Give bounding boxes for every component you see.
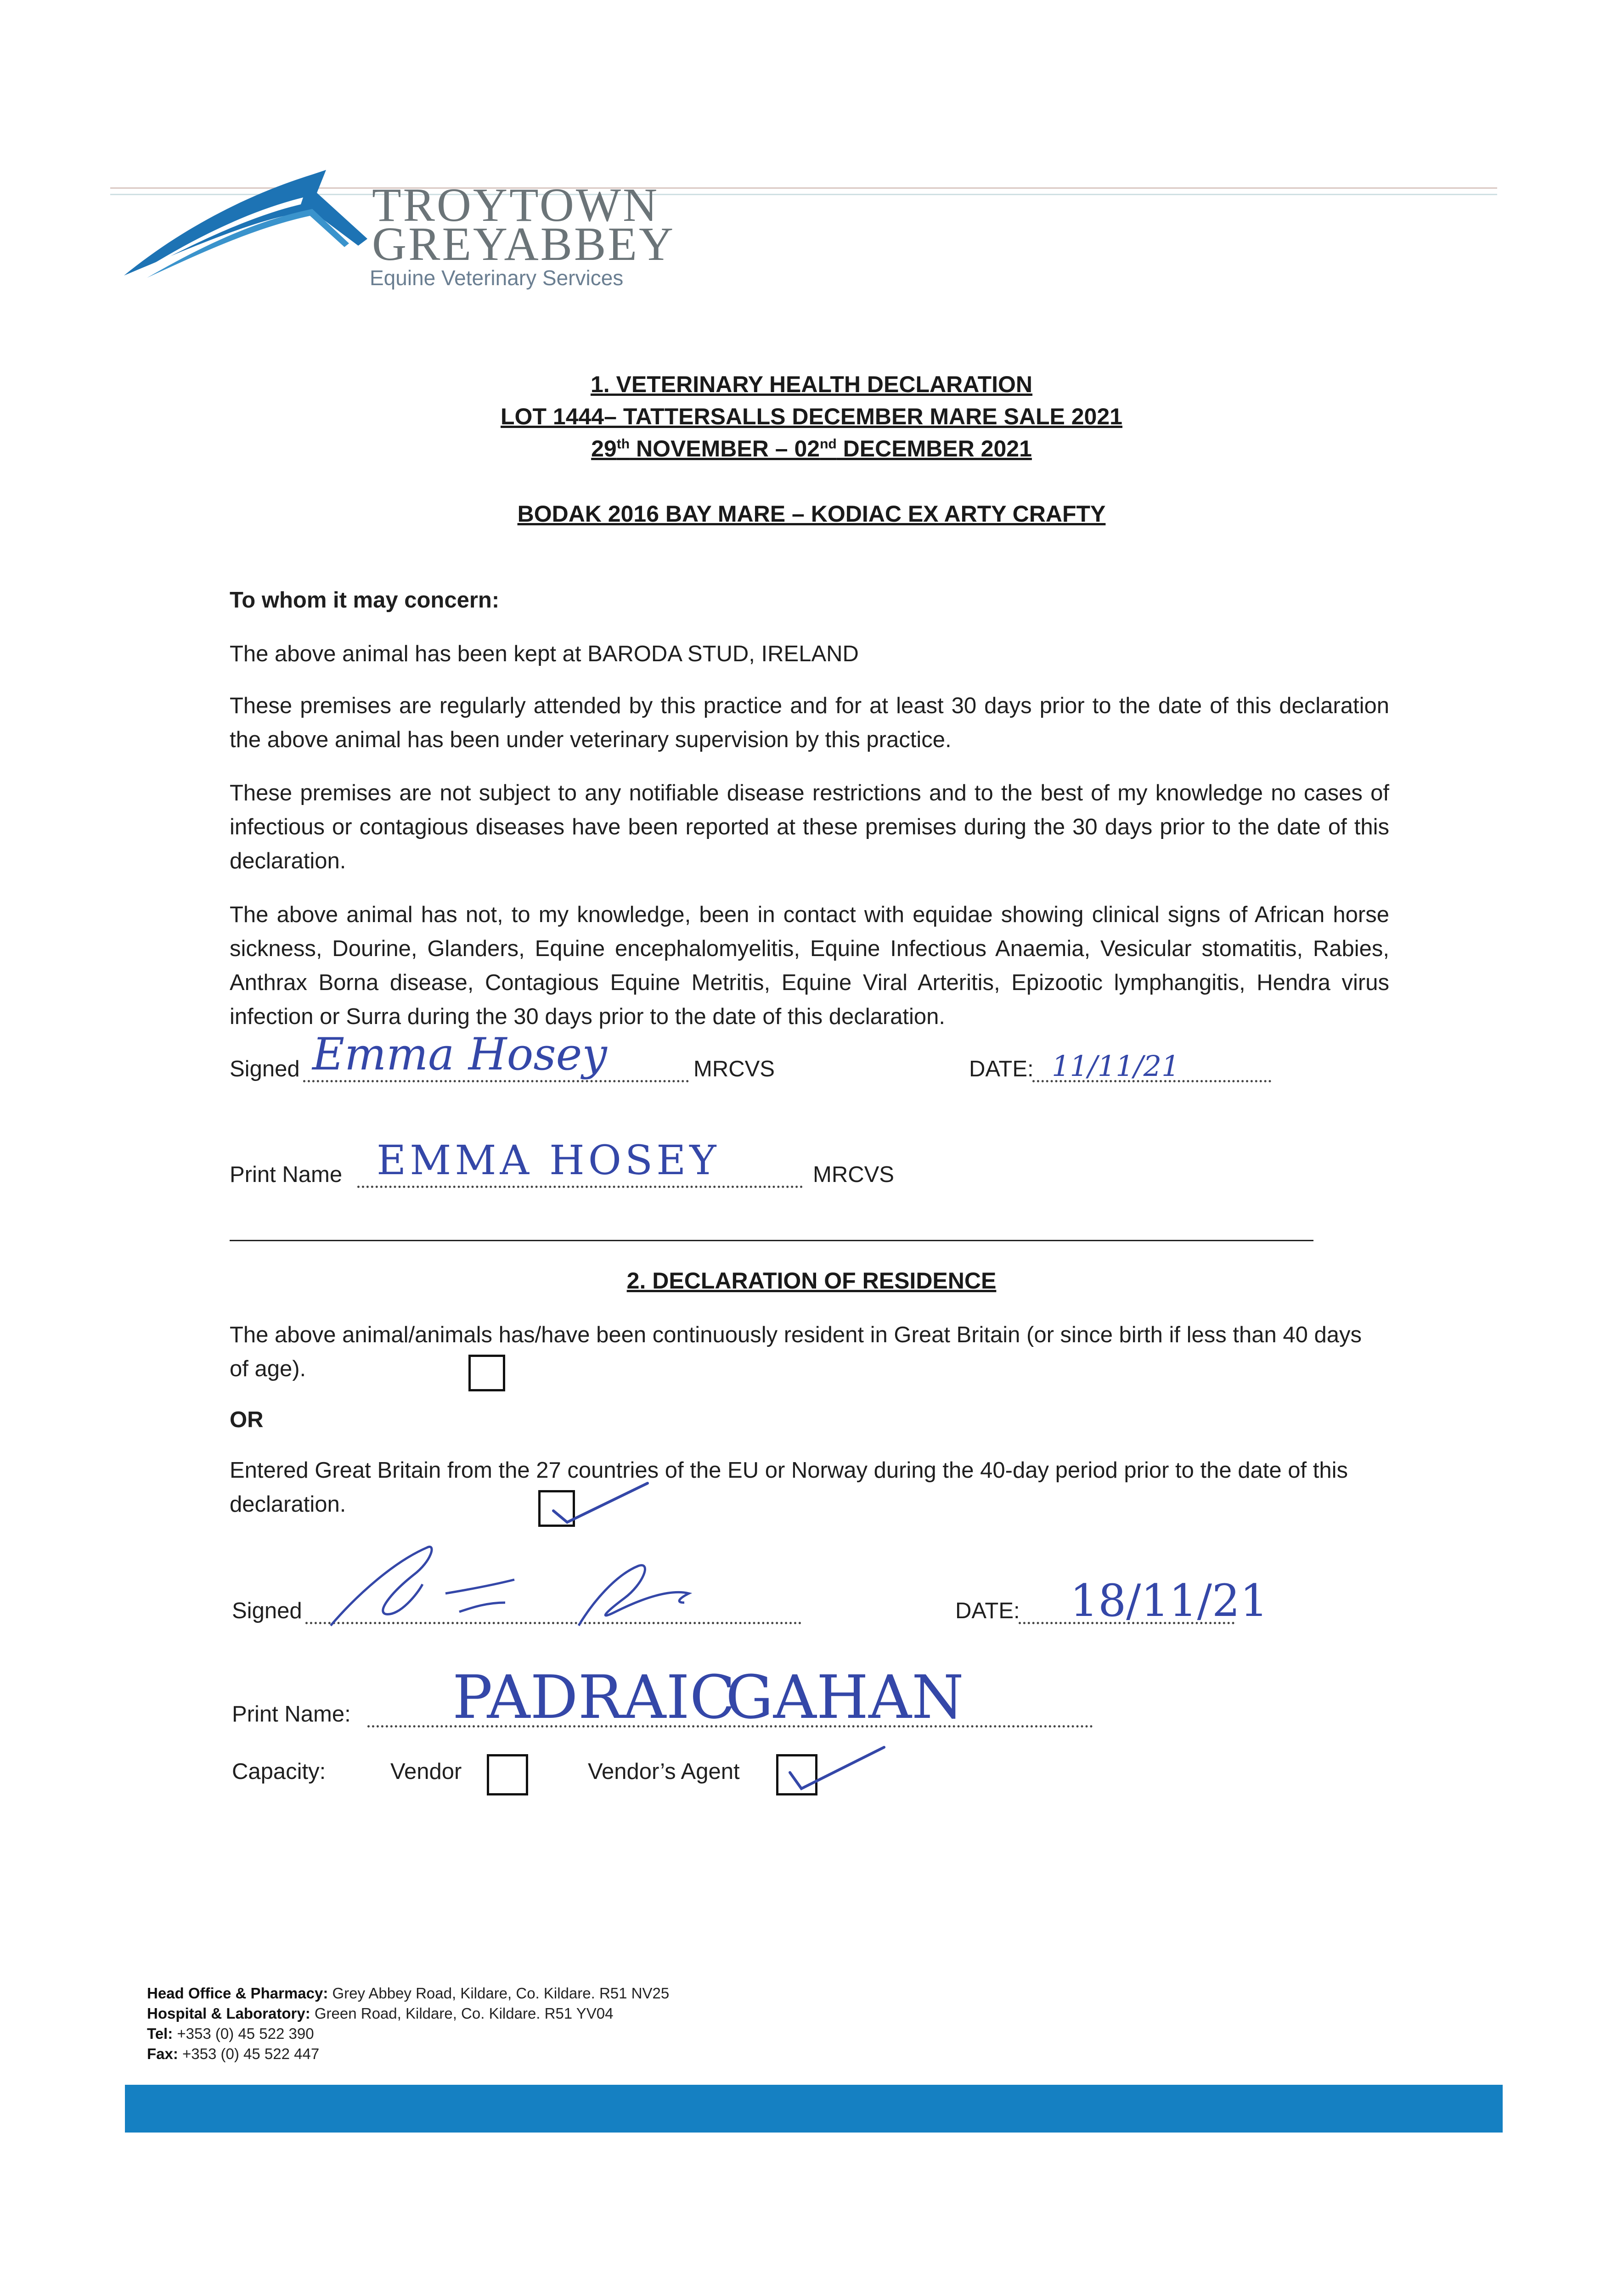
- horse-head-logo-icon: [119, 165, 377, 285]
- footer-fax: Fax: +353 (0) 45 522 447: [147, 2045, 320, 2062]
- date-value: 11/11/21: [1052, 1049, 1180, 1083]
- vendor-agent-label: Vendor’s Agent: [588, 1759, 740, 1784]
- option1-checkbox[interactable]: [468, 1355, 505, 1391]
- vendor-label: Vendor: [390, 1759, 462, 1784]
- residence-option1: The above animal/animals has/have been continuously resident in Great Britain (or since birth if less than 40 days of age).: [230, 1322, 1362, 1381]
- salutation: To whom it may concern:: [230, 588, 500, 613]
- print-name-label: Print Name:: [232, 1702, 351, 1727]
- horse-description: BODAK 2016 BAY MARE – KODIAC EX ARTY CRAFTY: [517, 501, 1106, 527]
- checkmark-icon: [535, 1474, 654, 1534]
- agent-signature: [321, 1534, 772, 1635]
- print-name-value: EMMA HOSEY: [377, 1137, 720, 1184]
- mrcvs-label: MRCVS: [813, 1162, 894, 1187]
- residence-option2: Entered Great Britain from the 27 countries of the EU or Norway during the 40-day period prior to the date of this declaration.: [230, 1458, 1348, 1517]
- vendor-checkbox[interactable]: [487, 1754, 528, 1795]
- capacity-label: Capacity:: [232, 1759, 326, 1784]
- or-label: OR: [230, 1407, 264, 1432]
- date-label: DATE:: [955, 1598, 1020, 1623]
- logo-line2: GREYABBEY: [372, 218, 676, 270]
- date-value: 18/11/21: [1070, 1575, 1268, 1626]
- section-divider: [230, 1240, 1313, 1241]
- footer-tel: Tel: +353 (0) 45 522 390: [147, 2025, 314, 2042]
- footer-bar: [125, 2085, 1503, 2133]
- footer-head-office: Head Office & Pharmacy: Grey Abbey Road, Kildare, Co. Kildare. R51 NV25: [147, 1985, 670, 2002]
- paragraph-supervision: These premises are regularly attended by this practice and for at least 30 days prior to the date of this declaration the above animal has been under veterinary supervision by this practice.: [230, 693, 1389, 752]
- logo-line1: TROYTOWN: [372, 179, 659, 231]
- section1-title: 1. VETERINARY HEALTH DECLARATION: [590, 371, 1033, 397]
- logo-subtitle: Equine Veterinary Services: [370, 266, 624, 290]
- print-name-line: [357, 1186, 803, 1188]
- section2-title: 2. DECLARATION OF RESIDENCE: [626, 1268, 997, 1294]
- print-name-last: GAHAN: [726, 1662, 964, 1732]
- paragraph-contact: The above animal has not, to my knowledge, been in contact with equidae showing clinical signs of African horse sickness, Dourine, Glanders, Equine encephalomyelitis, Equine Infectious Anaemia, Vesicular stomatitis, Rabies, Anthrax Borna disease, Contagious Equine Metritis, Equine Viral Arteritis, Epizootic lymphangitis, Hendra virus infection or Surra during the 30 days prior to the date of this declaration.: [230, 902, 1389, 1029]
- vet-signature: Emma Hosey: [312, 1029, 607, 1080]
- print-name-label: Print Name: [230, 1162, 343, 1187]
- signed-label: Signed: [230, 1057, 300, 1081]
- sale-dates: 29th NOVEMBER – 02nd DECEMBER 2021: [591, 436, 1032, 461]
- lot-line: LOT 1444– TATTERSALLS DECEMBER MARE SALE 2021: [501, 404, 1122, 429]
- checkmark-icon: [772, 1736, 891, 1800]
- signed-label: Signed: [232, 1598, 302, 1623]
- paragraph-restrictions: These premises are not subject to any notifiable disease restrictions and to the best of my knowledge no cases of infectious or contagious diseases have been reported at these premises during the 30 days prior to the date of this declaration.: [230, 781, 1389, 873]
- mrcvs-label: MRCVS: [693, 1057, 775, 1081]
- print-name-first: PADRAIC: [452, 1662, 736, 1732]
- footer-hospital: Hospital & Laboratory: Green Road, Kildare, Co. Kildare. R51 YV04: [147, 2005, 614, 2022]
- date-label: DATE:: [969, 1057, 1034, 1081]
- signature-line: [303, 1080, 689, 1082]
- paragraph-kept-at: The above animal has been kept at BARODA STUD, IRELAND: [230, 642, 859, 666]
